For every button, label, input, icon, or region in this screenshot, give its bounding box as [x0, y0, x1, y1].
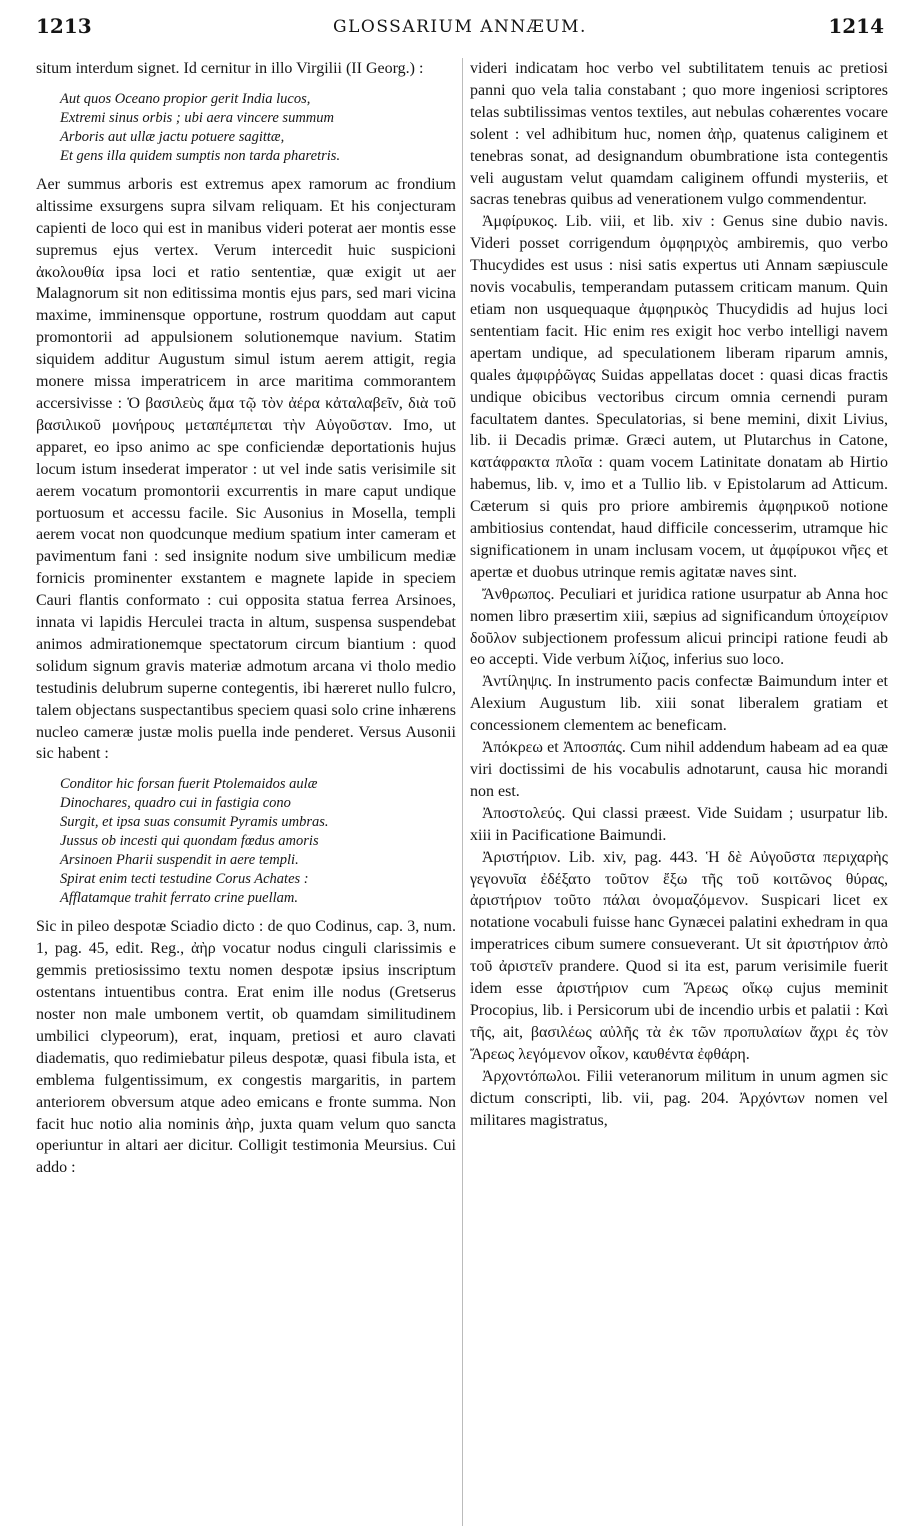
entry-apokreo: Ἀπόκρεω et Ἀποσπάς. Cum nihil addendum habeam ad ea quæ viri doctissimi de his vocabulis adnotarunt, causa hic morandi non est.: [470, 739, 888, 800]
verse-line: Arsinoen Pharii suspendit in aere templi.: [60, 852, 299, 869]
verse-line: Surgit, et ipsa suas consumit Pyramis umbras.: [60, 814, 329, 831]
page-header: [36, 14, 884, 52]
aer-paragraph: Aer summus arboris est extremus apex ramorum ac frondium altissime exsurgens supra silvam reliquam. Et his conjecturam capienti de loco qui est in manibus videri poterat aer montis esse supremus ejus vertex. Verum intercedit huic suspicioni ἀκολουθία ipsa loci et ratio sententiæ, quæ exigit ut aer Malagnorum sit non editissima montis ejus pars, sed mari vicina maxime, imminensque opportune, rostrum quoddam aut caput promontorii ad appulsionem solutionemque navium. Statim siquidem additur Augustum simul istum aerem attigit, regia monere missa imperatricem in arce maritima commorantem accersivisse : Ὁ βασιλεὺς ἅμα τῷ τὸν ἀέρα κἀταλαβεῖν, διὰ τοῦ βασιλικοῦ μονήρους μεταπέμπεται τὴν Αὐγοῦσταν. Imo, ut apparet, eo ipso animo ac spe conficiendæ deportationis hujus locum istum insederat imperator : ut vel inde satis verisimile sit aerem vocatum promontorii excurrentis in mare caput undique portuosum et accessu facile. Sic Ausonius in Mosella, templi aerem vocat non quodcunque medium spatium inter cameram et pavimentum fani : sed insignite nodum sive umbilicum mediæ fornicis prominenter exstantem e magnete lapide in speciem Cauri flantis conformato : cui opposita statua ferrea Arsinoes, innata vi lapidis Herculei tracta in altum, suspensa suspendebat animos admirationemque spectatorum circum biantium : quod solidum signum gravis materiæ admotum arcana vi tholo medio testudinis delubrum superne contegentis, ibi hæreret nullo fulcro, talem objectans suspectantibus speciem quasi solo crine inhærens nucleo cameræ justæ molis puella inde penderet. Versus Ausonii sic habent :: [36, 175, 456, 763]
verse-line: Et gens illa quidem sumptis non tarda pharetris.: [60, 147, 341, 164]
verse-line: Extremi sinus orbis ; ubi aera vincere summum: [60, 109, 334, 126]
verse-line: Dinochares, quadro cui in fastigia cono: [60, 795, 291, 812]
entry-anthropos: Ἄνθρωπος. Peculiari et juridica ratione usurpatur ab Anna hoc nomen libro præsertim xiii, sæpius ad significandum ὑποχείριον δοῦλον subjectionem professum alicui principi ratione feudi ab eo accepti. Vide verbum λίζιος, inferius suo loco.: [470, 585, 888, 669]
verse-line: Spirat enim tecti testudine Corus Achates :: [60, 871, 309, 888]
column-divider: [462, 58, 463, 1526]
verse-line: Aut quos Oceano propior gerit India lucos,: [60, 90, 311, 107]
veil-paragraph: videri indicatam hoc verbo vel subtilitatem tenuis ac pretiosi panni quo vela talia constabant ; quo more ingeniosi scriptores telas subtilissimas ventos textiles, aut nebulas cohærentes vocare solent : vel adhibitum huc, nomen ἀὴρ, quatenus caliginem et tenebras sonat, ad designandum obumbratione ista contegentis veli augustam velut quamdam caliginem offundi mysteriis, et sacras tenebras quibus ad venerationem vulgo commendentur.: [470, 60, 888, 209]
page-number-left: 1213: [36, 14, 92, 38]
left-intro: situm interdum signet. Id cernitur in illo Virgilii (II Georg.) :: [36, 60, 424, 77]
right-column: [470, 58, 888, 1526]
entry-aristerion: Ἀριστήριον. Lib. xiv, pag. 443. Ἡ δὲ Αὐγοῦστα περιχαρὴς γεγονυῖα ἐδέξατο τοῦτον ἔξω τῆς τοῦ κοιτῶνος θύρας, ἀριστήριον τοῦτο πάλαι ὀνομαζόμενον. Suspicari licet ex notatione vocabuli fuisse hanc Gynæcei palatini exhedram in qua imperatrices cibum sumere consueverant. Ut sit ἀριστήριον ἀπὸ τοῦ ἀριστεῖν prandere. Quod si ita est, parum verisimile fuerit idem esse ἀριστήριον cum Ἄρεως οἴκῳ cujus meminit Procopius, lib. i Persicorum ubi de incendio urbis et palatii : Καὶ τῆς, ait, βασιλέως αὐλῆς τὰ ἐκ τῶν προπυλαίων ἄχρι ἐς τὸν Ἄρεως λεγόμενον οἶκον, καυθέντα ἐφθάρη.: [470, 848, 888, 1063]
verse-line: Conditor hic forsan fuerit Ptolemaidos aulæ: [60, 776, 318, 793]
sciadio-paragraph: Sic in pileo despotæ Sciadio dicto : de quo Codinus, cap. 3, num. 1, pag. 45, edit. Reg., ἀὴρ vocatur nodus cinguli clarissimis e gemmis pretiosissimo textu nomen despotæ ipsius inscriptum ostentans intuentibus contra. Erat enim ille nodus (Gretserus noster non male umbonem vertit, ob quamdam similitudinem umbilici clypeorum), erat, inquam, pretiosi et auro clavati diadematis, quo redimiebatur pileus despotæ, quasi fibula ista, et emblema fulgentissimum, ex congestis margaritis, in partem anteriorem obversum atque adeo emicans e fronte summa. Non facit huc notio alia nominis ἀὴρ, juxta quam velum quo sancta operiuntur in altari aer dicitur. Colligit testimonia Meursius. Cui addo :: [36, 918, 456, 1177]
verse-line: Arboris aut ullæ jactu potuere sagittæ,: [60, 128, 285, 145]
entry-antilepsis: Ἀντίληψις. In instrumento pacis confectæ Baimundum inter et Alexium Augustum lib. xiii sonat liberalem gratiam et concessionem clementem ac beneficam.: [470, 673, 888, 735]
running-title: GLOSSARIUM ANNÆUM.: [333, 17, 587, 37]
ausonius-verse: [60, 775, 456, 908]
verse-line: Afflatamque trahit ferrato crine puellam.: [60, 890, 299, 907]
entry-archontopouloi: Ἀρχοντόπωλοι. Filii veteranorum militum in unum agmen sic dictum conscripti, lib. vii, pag. 204. Ἀρχόντων nomen vel militares magistratus,: [470, 1067, 888, 1129]
left-column: [36, 58, 456, 1526]
entry-apostoleus: Ἀποστολεύς. Qui classi præest. Vide Suidam ; usurpatur lib. xiii in Pacificatione Baimundi.: [470, 804, 888, 844]
page-number-right: 1214: [828, 14, 884, 38]
virgil-verse: [60, 90, 456, 166]
verse-line: Jussus ob incesti qui quondam fœdus amoris: [60, 833, 319, 850]
entry-amphirykos: Ἀμφίρυκος. Lib. viii, et lib. xiv : Genus sine dubio navis. Videri posset corrigendum ὀμφηριχὸς ambiremis, quo verbo Thucydides est usus : nisi satis expertus uti Annam sæpiuscule novis vocabulis, temperandam putassem criticam manum. Quin etiam non usquequaque ἀμφηρικὸς Thucydidis ad hujus loci sententiam facit. Hic enim res exigit hoc verbo intelligi navem apertam undique, ad speculationem liberam riparum amnis, quales ἀμφιρῥῶγας Suidas appellatas docet : quasi dicas fractis undique obicibus vectoribus circum omnia cernendi puram facultatem dantes. Speculatorias, si bene memini, dixit Livius, lib. ii Decadis primæ. Græci autem, ut Plutarchus in Catone, κατάφρακτα πλοῖα : quam vocem Latinitate donatam ab Hirtio habemus, lib. v, imo et a Tullio lib. v Epistolarum ad Atticum. Cæterum si quis pro priore ambiremis ἀμφηρικοῦ notione ambitiosius contendat, haud difficile concesserim, utramque hic significationem in unam inclusam vocem, ut ἀμφίρυκοι νῆες et apertæ et duobus utrinque remis agitatæ naves sint.: [470, 213, 888, 581]
